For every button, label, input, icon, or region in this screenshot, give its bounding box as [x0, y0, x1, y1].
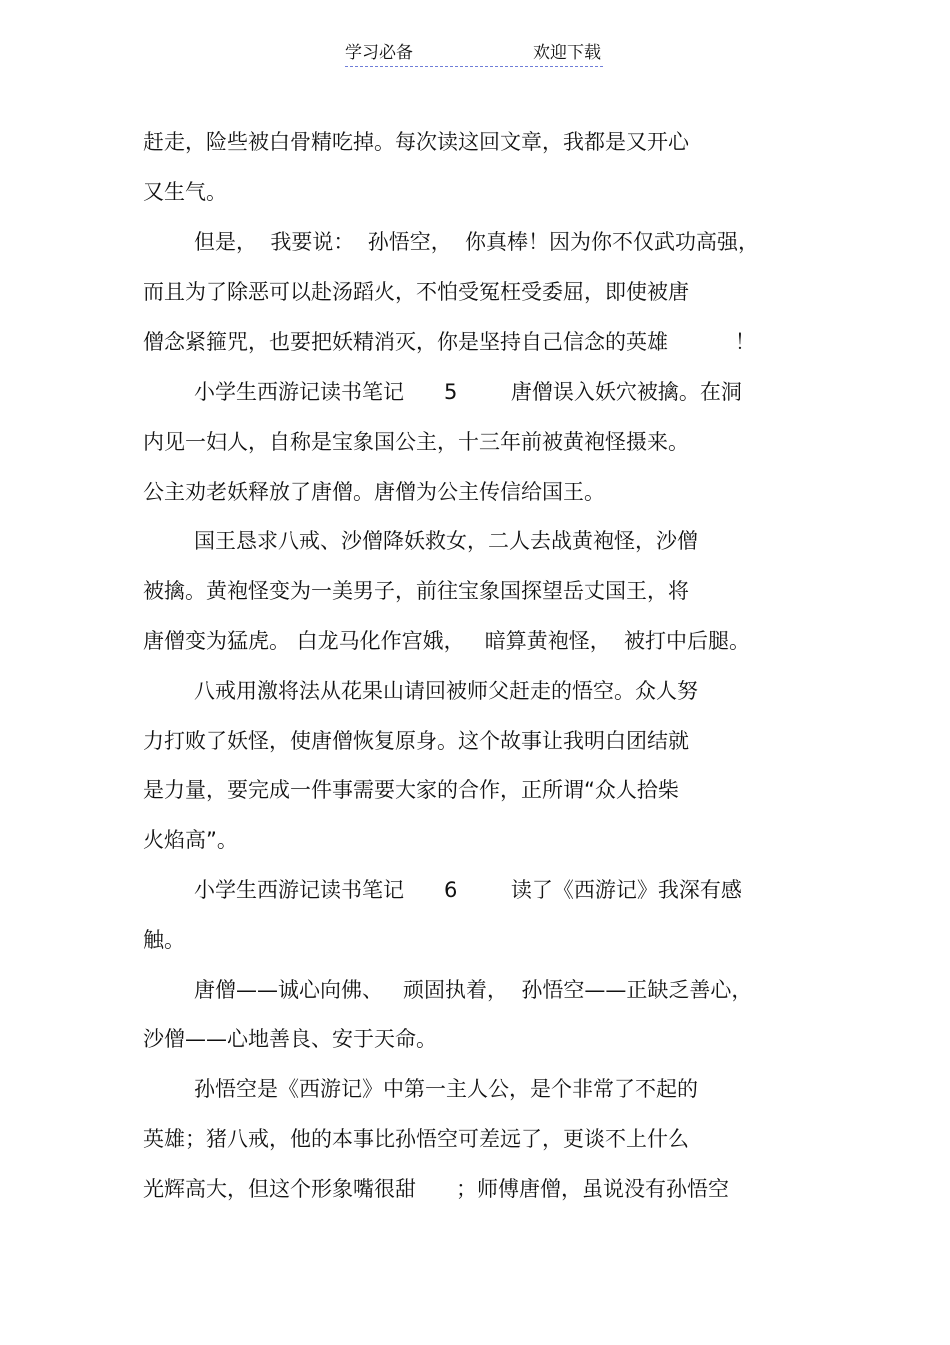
text-line: 火焰高”。: [143, 828, 238, 852]
text-line: 僧念紧箍咒，也要把妖精消灭，你是坚持自己信念的英雄 ！: [143, 330, 756, 354]
text-line: 唐僧变为猛虎。 白龙马化作宫娥， 暗算黄袍怪， 被打中后腿。: [143, 629, 751, 653]
text-line: 孙悟空是《西游记》中第一主人公，是个非常了不起的: [194, 1077, 698, 1101]
text-line: 触。: [143, 928, 185, 952]
page-header: [345, 40, 603, 67]
text-line: 力打败了妖怪，使唐僧恢复原身。这个故事让我明白团结就: [143, 729, 689, 753]
text-line: 公主劝老妖释放了唐僧。唐僧为公主传信给国王。: [143, 480, 605, 504]
text-line: 八戒用激将法从花果山请回被师父赶走的悟空。众人努: [194, 679, 698, 703]
text-line: 小学生西游记读书笔记 5 唐僧误入妖穴被擒。在洞: [194, 380, 742, 404]
text-line: 而且为了除恶可以赴汤蹈火，不怕受冤枉受委屈，即使被唐: [143, 280, 689, 304]
text-line: 是力量，要完成一件事需要大家的合作，正所谓“众人拾柴: [143, 778, 679, 802]
text-line: 被擒。黄袍怪变为一美男子，前往宝象国探望岳丈国王，将: [143, 579, 689, 603]
text-line: 光辉高大，但这个形象嘴很甜 ；师傅唐僧，虽说没有孙悟空: [143, 1177, 730, 1201]
text-line: 但是， 我要说： 孙悟空， 你真棒！因为你不仅武功高强，: [194, 230, 760, 254]
text-line: 唐僧——诚心向佛、 顽固执着， 孙悟空——正缺乏善心，: [194, 978, 753, 1002]
text-line: 内见一妇人，自称是宝象国公主，十三年前被黄袍怪摄来。: [143, 430, 689, 454]
header-left-text: 学习必备: [345, 43, 413, 63]
text-line: 国王恳求八戒、沙僧降妖救女，二人去战黄袍怪，沙僧: [194, 529, 698, 553]
header-right-text: 欢迎下载: [533, 43, 601, 63]
text-line: 赶走，险些被白骨精吃掉。每次读这回文章，我都是又开心: [143, 130, 689, 154]
text-line: 小学生西游记读书笔记 6 读了《西游记》我深有感: [194, 878, 742, 902]
text-line: 英雄；猪八戒，他的本事比孙悟空可差远了，更谈不上什么: [143, 1127, 689, 1151]
text-line: 沙僧——心地善良、安于天命。: [143, 1027, 437, 1051]
text-line: 又生气。: [143, 180, 227, 204]
